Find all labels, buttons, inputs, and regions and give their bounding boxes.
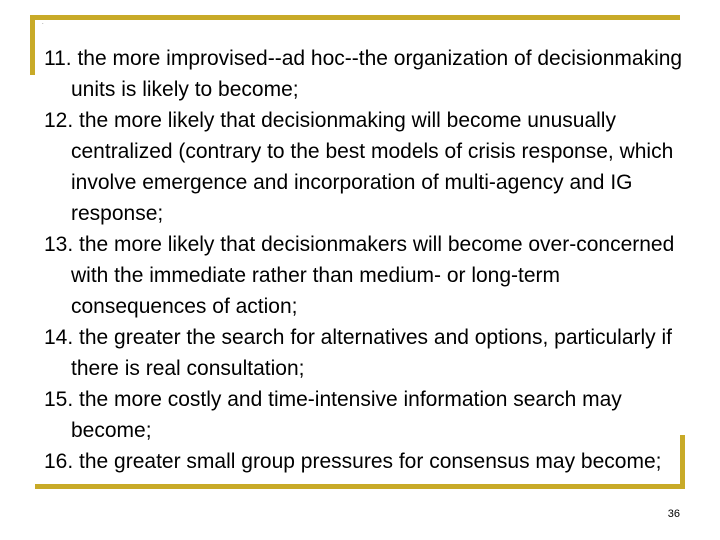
- slide-marker: .: [42, 20, 44, 26]
- list-item: 13. the more likely that decisionmakers will become over-concerned with the immediate rather than medium- or long-term consequences of action;: [44, 233, 675, 318]
- list-item: 15. the more costly and time-intensive information search may become;: [44, 388, 622, 442]
- page-number: 36: [667, 508, 680, 520]
- frame-bottom-bar: [35, 484, 685, 489]
- frame-left-bar: [30, 15, 35, 75]
- frame-top-bar: [30, 15, 680, 20]
- list-item: 12. the more likely that decisionmaking will become unusually centralized (contrary to the best models of crisis response, which involve emergence and incorporation of multi-agency and IG response;: [44, 109, 674, 225]
- list-item: 16. the greater small group pressures for consensus may become;: [44, 450, 662, 473]
- list-item: 11. the more improvised--ad hoc--the organization of decisionmaking units is likely to become;: [44, 47, 683, 101]
- slide-body: [44, 43, 684, 477]
- list-item: 14. the greater the search for alternatives and options, particularly if there is real consultation;: [44, 326, 673, 380]
